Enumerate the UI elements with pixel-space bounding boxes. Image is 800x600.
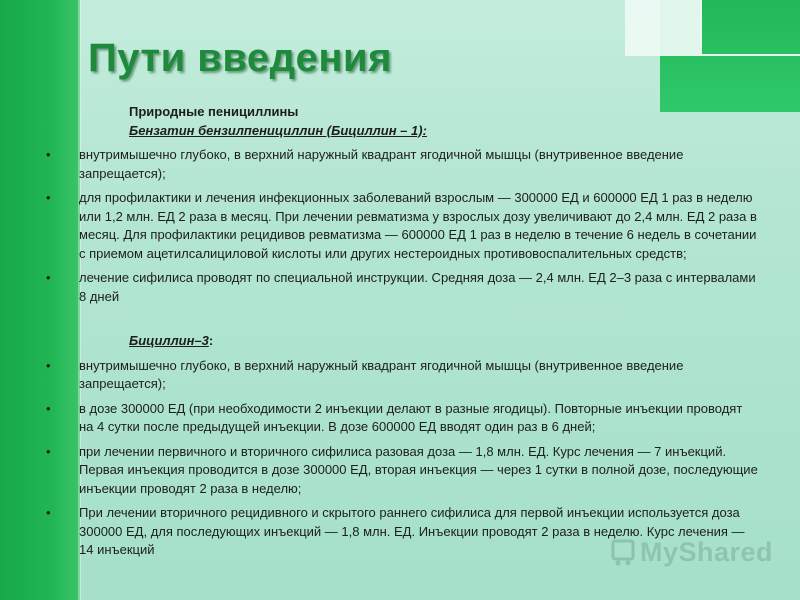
list-item: • в дозе 300000 ЕД (при необходимости 2 инъекции делают в разные ягодицы). Повторные инъекции проводят на 4 сутки после предыдущей инъекции. В дозе 600000 ЕД вводят один раз в 6 дней; — [46, 400, 758, 437]
bicillin-3-list — [46, 357, 758, 560]
list-item: • внутримышечно глубоко, в верхний наружный квадрант ягодичной мышцы (внутривенное введение запрещается); — [46, 357, 758, 394]
drug-heading-bicillin-3-suffix: : — [208, 333, 214, 348]
watermark — [610, 532, 773, 572]
category-heading: Природные пенициллины — [129, 104, 299, 119]
list-item: • внутримышечно глубоко, в верхний наружный квадрант ягодичной мышцы (внутривенное введение запрещается); — [46, 146, 758, 183]
section-spacer — [46, 312, 758, 332]
corner-decoration-light — [625, 0, 700, 56]
drug-heading-bicillin-3-name: Бициллин–3 — [129, 333, 209, 348]
drug-heading-bicillin-3 — [129, 332, 758, 351]
slide-content — [46, 103, 758, 566]
watermark-text: MyShared — [640, 536, 774, 567]
list-item: • при лечении первичного и вторичного сифилиса разовая доза — 1,8 млн. ЕД. Курс лечения — 7 инъекций. Первая инъекция проводится в дозе 300000 ЕД, вторая инъекция — через 1 сутки в полной дозе, последующие инъекции проводят 2 раза в неделю; — [46, 443, 758, 499]
slide-title: Пути введения — [88, 36, 392, 80]
bicillin-1-list — [46, 146, 758, 306]
cart-icon — [610, 537, 636, 567]
list-item: • При лечении вторичного рецидивного и скрытого раннего сифилиса для первой инъекции используется доза 300000 ЕД, для последующих инъекций — 1,8 млн. ЕД. Инъекции проводят 2 раза в неделю. Курс лечения — 14 инъекций — [46, 504, 758, 560]
list-item: • для профилактики и лечения инфекционных заболеваний взрослым — 300000 ЕД и 600000 ЕД 1 раз в неделю или 1,2 млн. ЕД 2 раза в месяц. При лечении ревматизма у взрослых дозу увеличивают до 2,4 млн. ЕД 2 раза в месяц. Для профилактики рецидивов ревматизма — 600000 ЕД 1 раз в неделю в течение 6 недель в сочетании с приемом ацетилсалициловой кислоты или других нестероидных противовоспалительных средств; — [46, 189, 758, 263]
list-item: • лечение сифилиса проводят по специальной инструкции. Средняя доза — 2,4 млн. ЕД 2–3 раза с интервалами 8 дней — [46, 269, 758, 306]
drug-heading-bicillin-1: Бензатин бензилпенициллин (Бициллин – 1): — [129, 122, 427, 138]
corner-decoration-outline — [700, 0, 800, 56]
